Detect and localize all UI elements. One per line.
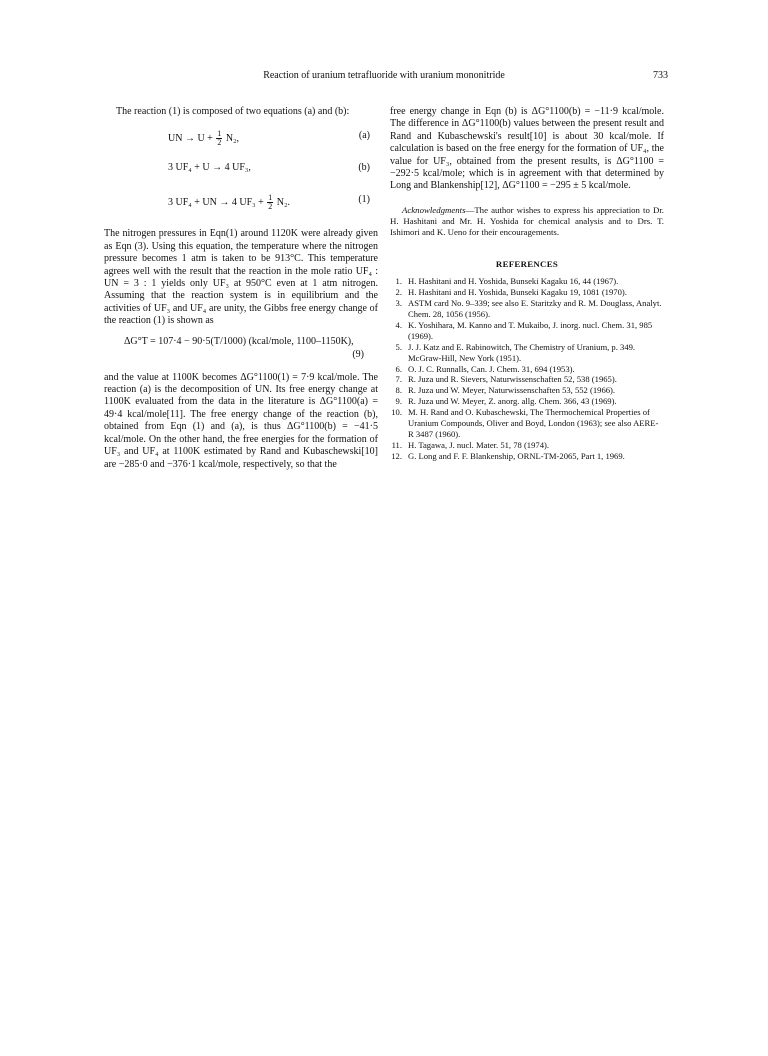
reference-text: H. Hashitani and H. Yoshida, Bunseki Kagaku 16, 44 (1967). [408, 276, 619, 287]
reference-item [390, 320, 664, 342]
running-title: Reaction of uranium tetrafluoride with uranium mononitride [263, 70, 505, 81]
equation-a-body [168, 130, 239, 147]
reference-item [390, 298, 664, 320]
paragraph-nitrogen-pressure: The nitrogen pressures in Eqn(1) around 1120K were already given as Eqn (3). Using this equation, the temperature where the nitrogen pressure becomes 1 atm is taken to be 913°C. This temperature agrees well with the result that the reaction in the mole ratio UF₄ : UN = 3 : 1 yields only UF₃ at 950°C even at 1 atm nitrogen. Assuming that the reaction system is in equilibrium and the activities of UF₃ and UF₄ are unity, the Gibbs free energy change of the reaction (1) is shown as [104, 228, 378, 327]
paragraph-free-energy: and the value at 1100K becomes ΔG°1100(1) = 7·9 kcal/mole. The reaction (a) is the decomposition of UN. Its free energy change at 1100K evaluated from the data in the literature is ΔG°1100(a) = 49·4 kcal/mole[11]. The free energy change of the reaction (b), obtained from Eqn (1) and (a), is thus ΔG°1100(b) = −41·5 kcal/mole. On the other hand, the free energies for the formation of UF₃ and UF₄ at 1100K estimated by Rand and Kubaschewski[10] are −285·0 and −376·1 kcal/mole, respectively, so that the [104, 371, 378, 470]
reference-number: 9. [395, 396, 402, 407]
acknowledgments-text: —The author wishes to express his appreciation to Dr. H. Hashitani and Mr. H. Yoshida for chemical analysis and to Drs. T. Ishimori and K. Ueno for their encouragements. [390, 204, 664, 237]
fraction-numerator: 1 [217, 129, 222, 139]
reference-item [390, 374, 664, 385]
reference-text: R. Juza und W. Meyer, Naturwissenschaften 53, 552 (1966). [408, 385, 616, 396]
references-list [390, 276, 664, 461]
reference-number: 4. [395, 319, 402, 330]
equation-1-rhs: N₂. [276, 197, 290, 209]
equation-b-number: (b) [358, 162, 370, 174]
equation-a-rhs: N₂, [225, 133, 240, 145]
right-column [390, 106, 664, 462]
equation-a [104, 124, 378, 150]
equation-1 [104, 188, 378, 214]
reference-number: 8. [395, 385, 402, 396]
fraction-half [216, 130, 222, 147]
reference-number: 5. [395, 341, 402, 352]
reference-item [390, 287, 664, 298]
reference-item [390, 364, 664, 375]
reference-number: 11. [391, 439, 402, 450]
reference-text: O. J. C. Runnalls, Can. J. Chem. 31, 694 (1953). [408, 363, 575, 374]
fraction-denominator: 2 [268, 202, 273, 212]
paragraph-continued: free energy change in Eqn (b) is ΔG°1100(b) = −11·9 kcal/mole. The difference in ΔG°1100(b) values between the present result and Rand and Kubaschewski's result[10] is about 30 kcal/mole. If calculation is based on the free energy for the formation of UF₄, the value for UF₃, obtained from the present results, is ΔG°1100 = −292·5 kcal/mole; which is in agreement with that determined by Long and Blankenship[12], ΔG°1100 = −295 ± 5 kcal/mole. [390, 106, 664, 192]
equation-b-body: 3 UF₄ + U → 4 UF₃, [168, 162, 251, 174]
fraction-numerator: 1 [268, 193, 273, 203]
equation-1-number: (1) [358, 194, 370, 206]
reference-item [390, 342, 664, 364]
reference-text: H. Hashitani and H. Yoshida, Bunseki Kagaku 19, 1081 (1970). [408, 287, 627, 298]
reference-number: 7. [395, 374, 402, 385]
reference-text: R. Juza und W. Meyer, Z. anorg. allg. Chem. 366, 43 (1969). [408, 396, 617, 407]
reference-text: R. Juza und R. Sievers, Naturwissenschaften 52, 538 (1965). [408, 374, 617, 385]
acknowledgments [390, 205, 664, 238]
reference-number: 2. [395, 287, 402, 298]
reference-text: G. Long and F. F. Blankenship, ORNL-TM-2065, Part 1, 1969. [408, 450, 625, 461]
references-heading: REFERENCES [495, 258, 559, 269]
running-header [100, 70, 668, 86]
reference-item [390, 451, 664, 462]
reference-item [390, 396, 664, 407]
equation-a-number: (a) [358, 130, 370, 142]
equation-b [104, 156, 378, 182]
equation-1-lhs: 3 UF₄ + UN → 4 UF₃ + [168, 197, 264, 209]
equation-a-lhs: UN → U + [168, 133, 213, 145]
reference-item [390, 407, 664, 440]
reference-text: ASTM card No. 9–339; see also E. Staritzky and R. M. Douglass, Analyt. Chem. 28, 1056 (1956). [408, 298, 662, 319]
fraction-denominator: 2 [217, 138, 222, 148]
reference-item [390, 440, 664, 451]
reference-number: 12. [391, 450, 402, 461]
reference-text: K. Yoshihara, M. Kanno and T. Mukaibo, J. inorg. nucl. Chem. 31, 985 (1969). [408, 319, 653, 341]
equation-1-body [168, 194, 290, 211]
reference-number: 6. [395, 363, 402, 374]
page-number: 733 [653, 70, 668, 81]
reference-item [390, 385, 664, 396]
fraction-half [267, 194, 273, 211]
paragraph-intro: The reaction (1) is composed of two equations (a) and (b): [116, 106, 350, 117]
reference-number: 1. [395, 276, 402, 287]
equation-9-body: ΔG°T = 107·4 − 90·5(T/1000) (kcal/mole, 1100–1150K), [124, 335, 354, 347]
reference-number: 3. [395, 298, 402, 309]
left-column [104, 106, 378, 471]
reference-text: J. J. Katz and E. Rabinowitch, The Chemistry of Uranium, p. 349. McGraw-Hill, New York (1951). [408, 341, 636, 363]
reference-text: M. H. Rand and O. Kubaschewski, The Thermochemical Properties of Uranium Compounds, Oliver and Boyd, London (1963); see also AERE-R 3487 (1960). [408, 407, 659, 439]
acknowledgments-label: Acknowledgments [402, 204, 466, 215]
equation-9-number: (9) [352, 348, 364, 360]
reference-text: H. Tagawa, J. nucl. Mater. 51, 78 (1974). [408, 439, 550, 450]
reference-item [390, 276, 664, 287]
reference-number: 10. [391, 407, 402, 418]
equation-9 [104, 336, 378, 362]
